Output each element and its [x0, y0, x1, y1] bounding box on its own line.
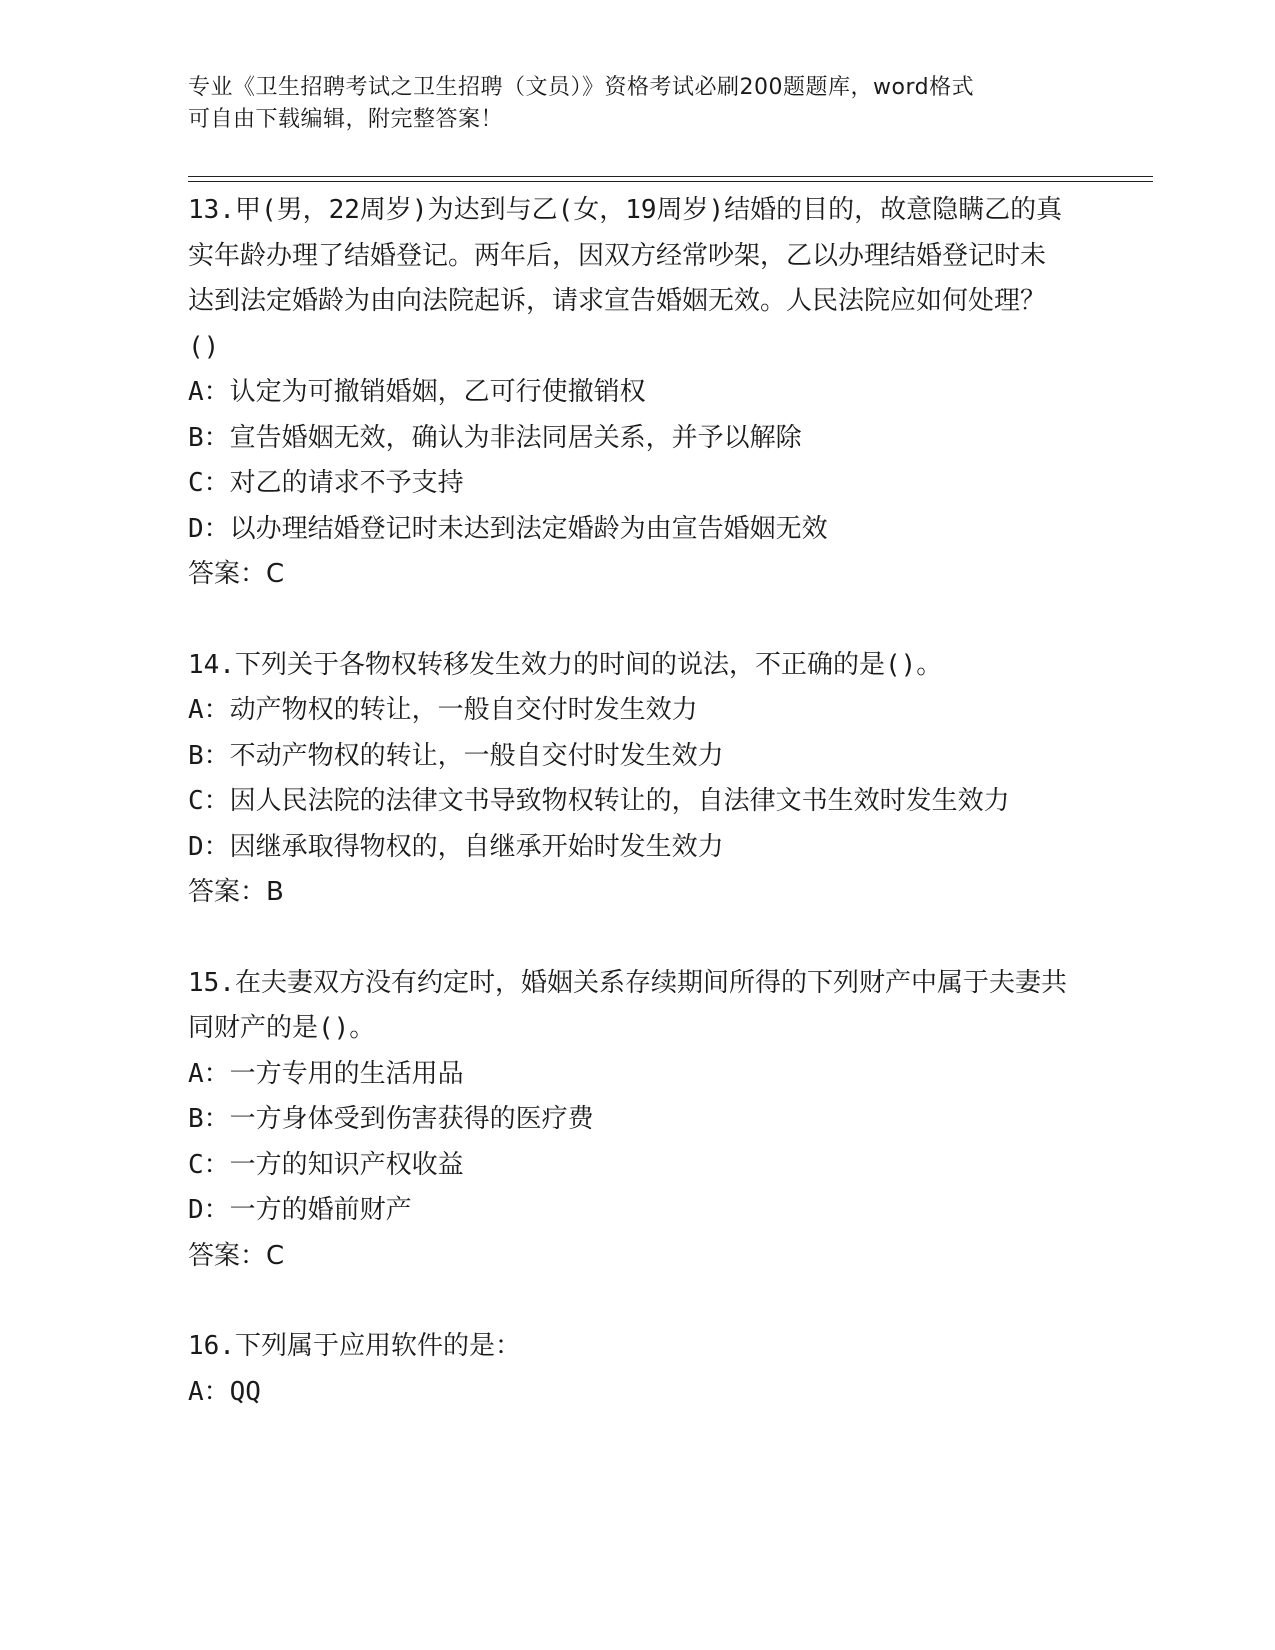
question-15 [188, 961, 1068, 1280]
answer: 答案：C [188, 559, 285, 589]
header-divider-top [188, 176, 1153, 177]
question-text: 15.在夫妻双方没有约定时，婚姻关系存续期间所得的下列财产中属于夫妻共同财产的是()。 [188, 967, 1067, 1043]
option-c: C：对乙的请求不予支持 [188, 468, 464, 498]
option-c: C：一方的知识产权收益 [188, 1149, 464, 1180]
option-b: B：一方身体受到伤害获得的医疗费 [188, 1104, 594, 1134]
option-b: B：不动产物权的转让，一般自交付时发生效力 [188, 740, 724, 771]
option-a: A：认定为可撤销婚姻，乙可行使撤销权 [188, 377, 646, 407]
question-13 [188, 188, 1068, 598]
option-list [188, 688, 1068, 870]
option-list [188, 1370, 1068, 1416]
header-divider-bottom [188, 181, 1153, 182]
question-list [188, 188, 1068, 1460]
document-header [188, 72, 1068, 136]
option-b: B：宣告婚姻无效，确认为非法同居关系，并予以解除 [188, 422, 802, 453]
answer: 答案：B [188, 877, 284, 907]
option-d: D：以办理结婚登记时未达到法定婚龄为由宣告婚姻无效 [188, 513, 828, 544]
option-list [188, 1052, 1068, 1234]
option-a: A：动产物权的转让，一般自交付时发生效力 [188, 695, 698, 725]
question-16 [188, 1324, 1068, 1415]
question-text: 14.下列关于各物权转移发生效力的时间的说法，不正确的是()。 [188, 649, 943, 680]
option-a: A：QQ [188, 1376, 261, 1407]
header-line-2: 可自由下载编辑，附完整答案！ [188, 107, 504, 132]
question-text: 13.甲(男，22周岁)为达到与乙(女，19周岁)结婚的目的，故意隐瞒乙的真实年龄办理了结婚登记。两年后，因双方经常吵架，乙以办理结婚登记时未达到法定婚龄为由向法院起诉，请求宣告婚姻无效。人民法院应如何处理？() [188, 195, 1063, 362]
option-d: D：因继承取得物权的，自继承开始时发生效力 [188, 831, 724, 862]
answer: 答案：C [188, 1240, 285, 1271]
question-14 [188, 643, 1068, 916]
option-c: C：因人民法院的法律文书导致物权转让的，自法律文书生效时发生效力 [188, 786, 1010, 816]
option-d: D：一方的婚前财产 [188, 1195, 412, 1225]
option-list [188, 370, 1068, 552]
option-a: A：一方专用的生活用品 [188, 1058, 464, 1089]
question-text: 16.下列属于应用软件的是： [188, 1331, 521, 1361]
header-line-1: 专业《卫生招聘考试之卫生招聘（文员）》资格考试必刷200题题库，word格式 [188, 75, 975, 100]
